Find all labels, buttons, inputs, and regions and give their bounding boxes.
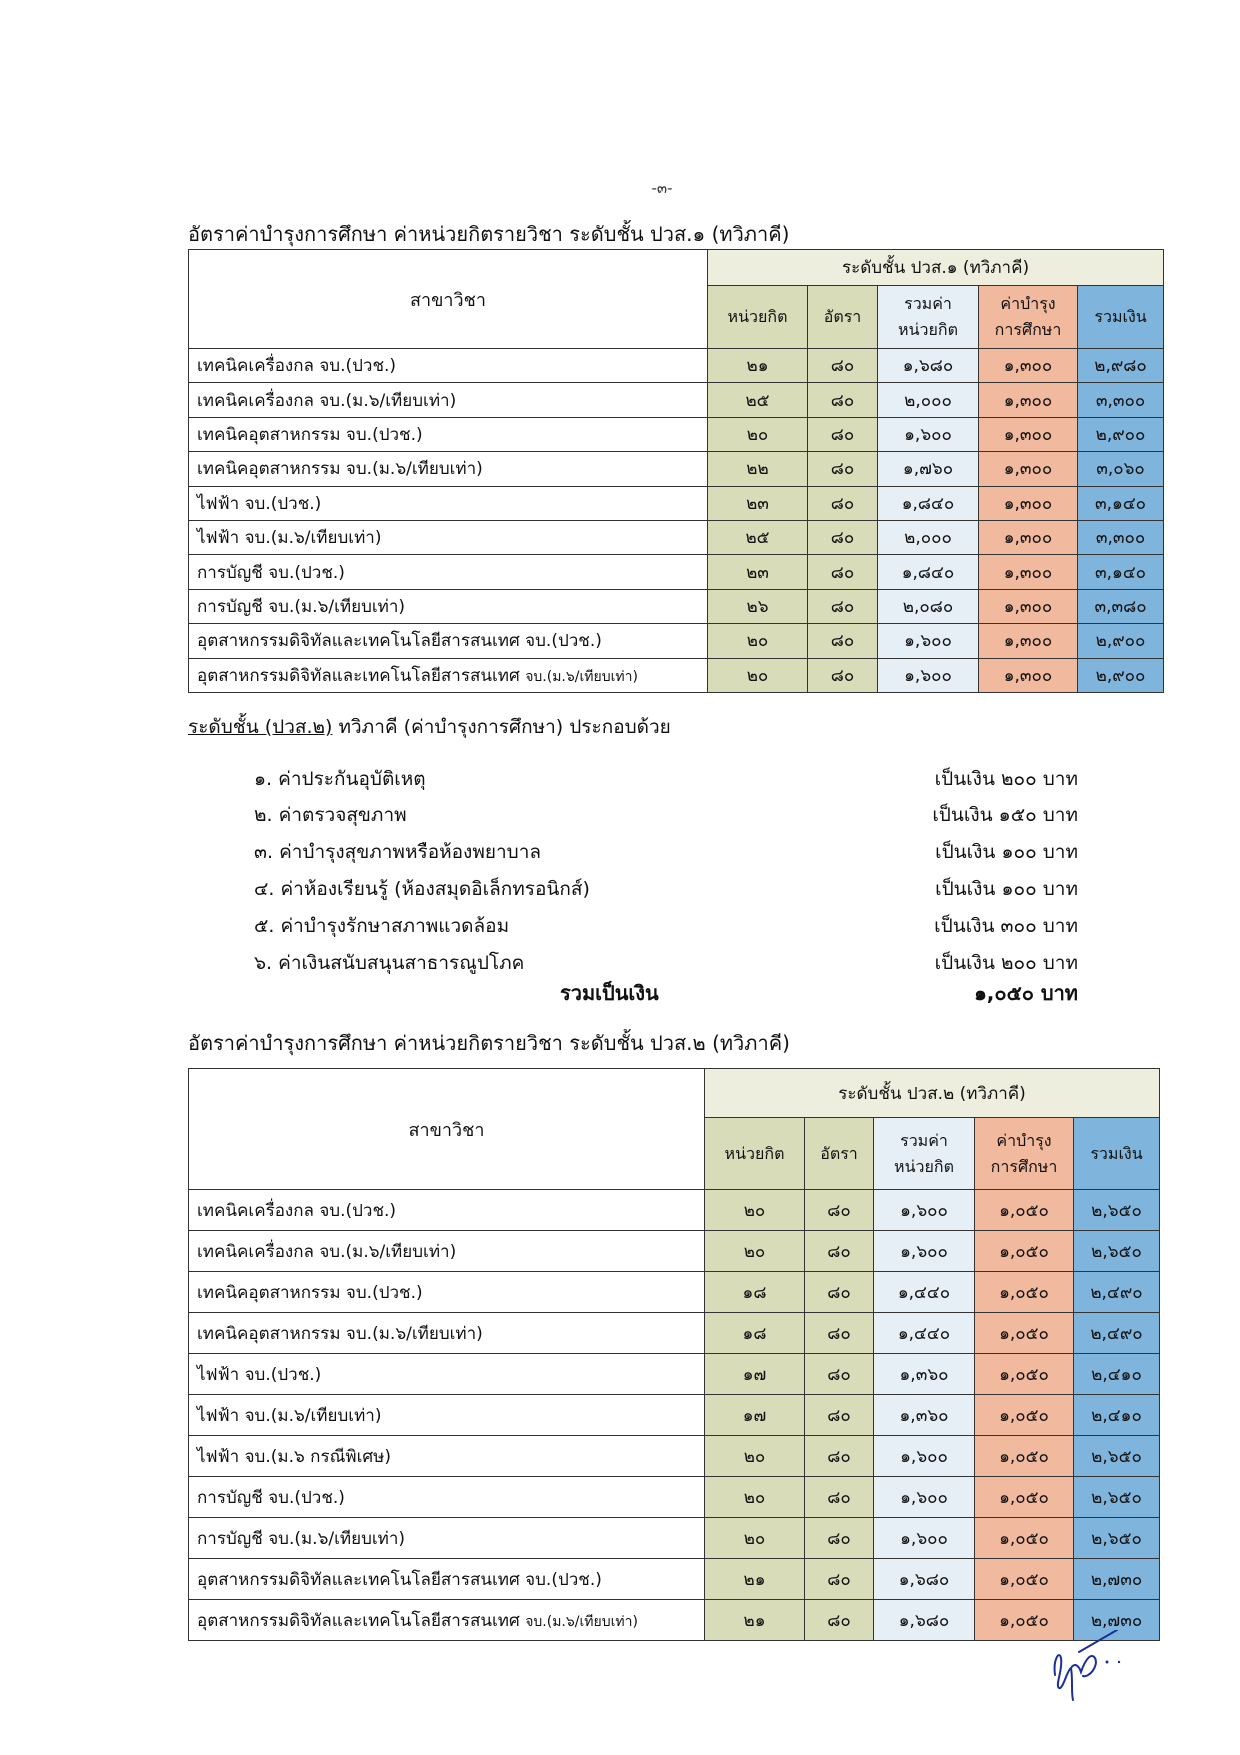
total-cell: ๒,๖๕๐: [1074, 1477, 1160, 1518]
fee-item-label: ๕. ค่าบำรุงรักษาสภาพแวดล้อม: [254, 915, 510, 937]
credits-cell: ๒๐: [708, 624, 808, 658]
rate-cell: ๘๐: [805, 1272, 874, 1313]
credits-cell: ๒๐: [708, 417, 808, 451]
total-cell: ๒,๖๕๐: [1074, 1436, 1160, 1477]
rate-cell: ๘๐: [808, 349, 878, 383]
major-cell: [189, 486, 708, 520]
credits-cell: ๑๗: [705, 1395, 805, 1436]
maintenance-cell: ๑,๓๐๐: [979, 452, 1078, 486]
table-row: [189, 1190, 1160, 1231]
fee-item-amount: เป็นเงิน ๓๐๐ บาท: [934, 915, 1078, 937]
total-cell: ๒,๔๑๐: [1074, 1354, 1160, 1395]
major-suffix: จบ.(ม.๖/เทียบเท่า): [525, 668, 638, 685]
major-header: สาขาวิชา: [189, 1069, 705, 1190]
credit-total-cell: ๑,๘๔๐: [878, 555, 979, 589]
rate-cell: ๘๐: [808, 624, 878, 658]
total-cell: ๒,๔๑๐: [1074, 1395, 1160, 1436]
rate-header: อัตรา: [805, 1118, 874, 1190]
major-name: เทคนิคเครื่องกล จบ.(ปวช.): [197, 356, 397, 377]
total-cell: ๒,๖๕๐: [1074, 1518, 1160, 1559]
maintenance-cell: ๑,๐๕๐: [975, 1313, 1074, 1354]
fee-item-amount: เป็นเงิน ๒๐๐ บาท: [934, 768, 1078, 790]
table-row: [189, 1395, 1160, 1436]
table-row: [189, 555, 1164, 589]
credit-total-cell: ๑,๖๐๐: [874, 1518, 975, 1559]
major-suffix: จบ.(ม.๖/เทียบเท่า): [525, 1613, 638, 1630]
credits-cell: ๒๐: [705, 1477, 805, 1518]
table-row: [189, 520, 1164, 554]
maintenance-cell: ๑,๓๐๐: [979, 349, 1078, 383]
maintenance-cell: ๑,๓๐๐: [979, 589, 1078, 623]
table-row: [189, 1477, 1160, 1518]
table-row: [189, 1313, 1160, 1354]
credits-cell: ๒๑: [708, 349, 808, 383]
credit-total-cell: ๑,๔๔๐: [874, 1272, 975, 1313]
credits-cell: ๒๕: [708, 520, 808, 554]
total-cell: ๓,๓๐๐: [1078, 520, 1164, 554]
total-cell: ๒,๙๘๐: [1078, 349, 1164, 383]
fees-heading: [188, 712, 671, 742]
table-row: [189, 1272, 1160, 1313]
credits-cell: ๒๒: [708, 452, 808, 486]
major-cell: [189, 1559, 705, 1600]
total-cell: ๒,๖๕๐: [1074, 1231, 1160, 1272]
total-cell: ๒,๙๐๐: [1078, 658, 1164, 692]
major-cell: [189, 520, 708, 554]
credits-cell: ๒๐: [705, 1518, 805, 1559]
maintenance-cell: ๑,๓๐๐: [979, 555, 1078, 589]
credit-total-cell: ๒,๐๐๐: [878, 383, 979, 417]
credits-header: หน่วยกิต: [705, 1118, 805, 1190]
table-row: [189, 658, 1164, 692]
total-cell: ๒,๙๐๐: [1078, 624, 1164, 658]
major-name: เทคนิคอุตสาหกรรม จบ.(ม.๖/เทียบเท่า): [197, 1323, 483, 1344]
maintenance-cell: ๑,๐๕๐: [975, 1395, 1074, 1436]
credit-total-cell: ๒,๐๐๐: [878, 520, 979, 554]
table-row: [189, 349, 1164, 383]
maintenance-cell: ๑,๐๕๐: [975, 1190, 1074, 1231]
table-row: [189, 589, 1164, 623]
credits-cell: ๒๓: [708, 555, 808, 589]
major-name: เทคนิคอุตสาหกรรม จบ.(ปวช.): [197, 424, 423, 445]
credit-total-cell: ๑,๔๔๐: [874, 1313, 975, 1354]
credit-total-header: รวมค่า หน่วยกิต: [874, 1118, 975, 1190]
total-cell: ๓,๑๔๐: [1078, 555, 1164, 589]
maintenance-cell: ๑,๓๐๐: [979, 624, 1078, 658]
fee-table-pvs1: [188, 249, 1164, 693]
table-row: [189, 1436, 1160, 1477]
table2-title: อัตราค่าบำรุงการศึกษา ค่าหน่วยกิตรายวิชา ระดับชั้น ปวส.๒ (ทวิภาคี): [188, 1031, 790, 1055]
major-cell: [189, 1231, 705, 1272]
major-name: เทคนิคเครื่องกล จบ.(ม.๖/เทียบเท่า): [197, 1241, 457, 1262]
table-row: [189, 1231, 1160, 1272]
rate-cell: ๘๐: [808, 589, 878, 623]
credit-total-cell: ๑,๘๔๐: [878, 486, 979, 520]
fees-total-label: รวมเป็นเงิน: [560, 981, 659, 1005]
major-cell: [189, 1313, 705, 1354]
major-name: ไฟฟ้า จบ.(ปวช.): [197, 1364, 322, 1385]
credit-total-cell: ๑,๖๐๐: [874, 1190, 975, 1231]
credits-cell: ๒๕: [708, 383, 808, 417]
fee-item-amount: เป็นเงิน ๒๐๐ บาท: [934, 952, 1078, 974]
total-cell: ๒,๙๐๐: [1078, 417, 1164, 451]
maintenance-cell: ๑,๓๐๐: [979, 417, 1078, 451]
maintenance-cell: ๑,๐๕๐: [975, 1354, 1074, 1395]
fee-item-label: ๑. ค่าประกันอุบัติเหตุ: [254, 768, 426, 790]
rate-cell: ๘๐: [808, 658, 878, 692]
major-name: ไฟฟ้า จบ.(ม.๖ กรณีพิเศษ): [197, 1446, 392, 1467]
rate-cell: ๘๐: [805, 1313, 874, 1354]
fee-item-amount: เป็นเงิน ๑๐๐ บาท: [935, 878, 1078, 900]
credit-total-cell: ๒,๐๘๐: [878, 589, 979, 623]
major-cell: [189, 1354, 705, 1395]
fees-heading-rest: ทวิภาคี (ค่าบำรุงการศึกษา) ประกอบด้วย: [332, 716, 671, 738]
table1-title: อัตราค่าบำรุงการศึกษา ค่าหน่วยกิตรายวิชา ระดับชั้น ปวส.๑ (ทวิภาคี): [188, 222, 790, 246]
total-cell: ๓,๓๘๐: [1078, 589, 1164, 623]
major-cell: [189, 383, 708, 417]
rate-cell: ๘๐: [805, 1559, 874, 1600]
fee-item-label: ๒. ค่าตรวจสุขภาพ: [254, 804, 407, 826]
credit-total-cell: ๑,๓๖๐: [874, 1395, 975, 1436]
major-name: การบัญชี จบ.(ปวช.): [197, 562, 345, 583]
level-span-header: ระดับชั้น ปวส.๑ (ทวิภาคี): [708, 250, 1164, 286]
major-name: ไฟฟ้า จบ.(ม.๖/เทียบเท่า): [197, 1405, 382, 1426]
credit-total-cell: ๑,๗๖๐: [878, 452, 979, 486]
total-cell: ๒,๗๓๐: [1074, 1600, 1160, 1641]
credits-cell: ๒๑: [705, 1559, 805, 1600]
major-cell: [189, 624, 708, 658]
total-cell: ๓,๑๔๐: [1078, 486, 1164, 520]
rate-cell: ๘๐: [805, 1190, 874, 1231]
major-name: ไฟฟ้า จบ.(ปวช.): [197, 493, 322, 514]
rate-cell: ๘๐: [808, 486, 878, 520]
major-cell: [189, 1436, 705, 1477]
credits-cell: ๒๓: [708, 486, 808, 520]
page-number: -๓-: [651, 179, 673, 197]
major-cell: [189, 349, 708, 383]
major-cell: [189, 658, 708, 692]
major-cell: [189, 1272, 705, 1313]
maintenance-cell: ๑,๓๐๐: [979, 486, 1078, 520]
rate-cell: ๘๐: [805, 1436, 874, 1477]
table-row: [189, 1354, 1160, 1395]
total-cell: ๒,๗๓๐: [1074, 1559, 1160, 1600]
credits-header: หน่วยกิต: [708, 286, 808, 349]
table-row: [189, 1518, 1160, 1559]
table-row: [189, 452, 1164, 486]
fee-table-pvs2: [188, 1068, 1160, 1641]
fee-item-amount: เป็นเงิน ๑๕๐ บาท: [932, 804, 1078, 826]
fees-heading-level: ระดับชั้น (ปวส.๒): [188, 716, 333, 738]
rate-cell: ๘๐: [808, 520, 878, 554]
maintenance-cell: ๑,๐๕๐: [975, 1559, 1074, 1600]
fee-item-label: ๔. ค่าห้องเรียนรู้ (ห้องสมุดอิเล็กทรอนิกส์): [254, 878, 590, 900]
credits-cell: ๒๑: [705, 1600, 805, 1641]
major-name: การบัญชี จบ.(ปวช.): [197, 1487, 345, 1508]
total-header: รวมเงิน: [1078, 286, 1164, 349]
major-name: การบัญชี จบ.(ม.๖/เทียบเท่า): [197, 1528, 406, 1549]
total-header: รวมเงิน: [1074, 1118, 1160, 1190]
major-name: เทคนิคอุตสาหกรรม จบ.(ปวช.): [197, 1282, 423, 1303]
rate-cell: ๘๐: [805, 1354, 874, 1395]
rate-cell: ๘๐: [805, 1518, 874, 1559]
major-name: อุตสาหกรรมดิจิทัลและเทคโนโลยีสารสนเทศ: [197, 1610, 526, 1631]
credits-cell: ๑๗: [705, 1354, 805, 1395]
major-cell: [189, 1600, 705, 1641]
rate-cell: ๘๐: [808, 452, 878, 486]
maintenance-cell: ๑,๐๕๐: [975, 1231, 1074, 1272]
major-header: สาขาวิชา: [189, 250, 708, 349]
total-cell: ๒,๖๕๐: [1074, 1190, 1160, 1231]
major-cell: [189, 1518, 705, 1559]
rate-cell: ๘๐: [805, 1395, 874, 1436]
major-name: การบัญชี จบ.(ม.๖/เทียบเท่า): [197, 596, 406, 617]
major-name: อุตสาหกรรมดิจิทัลและเทคโนโลยีสารสนเทศ: [197, 665, 526, 686]
rate-cell: ๘๐: [805, 1600, 874, 1641]
rate-cell: ๘๐: [805, 1231, 874, 1272]
credit-total-cell: ๑,๖๐๐: [874, 1477, 975, 1518]
maintenance-cell: ๑,๐๕๐: [975, 1436, 1074, 1477]
rate-cell: ๘๐: [808, 555, 878, 589]
rate-cell: ๘๐: [808, 383, 878, 417]
credit-total-cell: ๑,๖๘๐: [874, 1559, 975, 1600]
credit-total-cell: ๑,๖๐๐: [874, 1436, 975, 1477]
credits-cell: ๒๐: [708, 658, 808, 692]
major-cell: [189, 555, 708, 589]
credit-total-cell: ๑,๖๐๐: [878, 624, 979, 658]
major-cell: [189, 1395, 705, 1436]
table-row: [189, 1600, 1160, 1641]
rate-cell: ๘๐: [808, 417, 878, 451]
major-cell: [189, 1190, 705, 1231]
credit-total-header: รวมค่า หน่วยกิต: [878, 286, 979, 349]
credit-total-cell: ๑,๖๘๐: [878, 349, 979, 383]
rate-cell: ๘๐: [805, 1477, 874, 1518]
credits-cell: ๑๘: [705, 1313, 805, 1354]
table-row: [189, 486, 1164, 520]
major-name: เทคนิคอุตสาหกรรม จบ.(ม.๖/เทียบเท่า): [197, 459, 483, 480]
credit-total-cell: ๑,๖๘๐: [874, 1600, 975, 1641]
table-row: [189, 1559, 1160, 1600]
maintenance-cell: ๑,๐๕๐: [975, 1600, 1074, 1641]
total-cell: ๒,๔๙๐: [1074, 1313, 1160, 1354]
maintenance-cell: ๑,๓๐๐: [979, 520, 1078, 554]
total-cell: ๓,๓๐๐: [1078, 383, 1164, 417]
fees-total-amount: ๑,๐๕๐ บาท: [974, 981, 1078, 1005]
major-name: อุตสาหกรรมดิจิทัลและเทคโนโลยีสารสนเทศ จบ.(ปวช.): [197, 1569, 602, 1590]
major-name: เทคนิคเครื่องกล จบ.(ปวช.): [197, 1200, 397, 1221]
credit-total-cell: ๑,๖๐๐: [878, 658, 979, 692]
fee-item-amount: เป็นเงิน ๑๐๐ บาท: [935, 841, 1078, 863]
maintenance-header: ค่าบำรุง การศึกษา: [979, 286, 1078, 349]
credits-cell: ๒๐: [705, 1190, 805, 1231]
credits-cell: ๒๐: [705, 1436, 805, 1477]
maintenance-cell: ๑,๐๕๐: [975, 1477, 1074, 1518]
major-cell: [189, 417, 708, 451]
major-cell: [189, 452, 708, 486]
maintenance-header: ค่าบำรุง การศึกษา: [975, 1118, 1074, 1190]
table-row: [189, 417, 1164, 451]
credits-cell: ๒๐: [705, 1231, 805, 1272]
major-cell: [189, 1477, 705, 1518]
maintenance-cell: ๑,๓๐๐: [979, 383, 1078, 417]
fee-item-label: ๓. ค่าบำรุงสุขภาพหรือห้องพยาบาล: [254, 841, 542, 863]
maintenance-cell: ๑,๓๐๐: [979, 658, 1078, 692]
signature-icon: [1045, 1630, 1135, 1705]
major-name: เทคนิคเครื่องกล จบ.(ม.๖/เทียบเท่า): [197, 390, 457, 411]
fee-item-label: ๖. ค่าเงินสนับสนุนสาธารณูปโภค: [254, 952, 525, 974]
maintenance-cell: ๑,๐๕๐: [975, 1272, 1074, 1313]
total-cell: ๓,๐๖๐: [1078, 452, 1164, 486]
total-cell: ๒,๔๙๐: [1074, 1272, 1160, 1313]
credit-total-cell: ๑,๓๖๐: [874, 1354, 975, 1395]
level-span-header: ระดับชั้น ปวส.๒ (ทวิภาคี): [705, 1069, 1160, 1118]
table-row: [189, 624, 1164, 658]
credit-total-cell: ๑,๖๐๐: [874, 1231, 975, 1272]
major-name: ไฟฟ้า จบ.(ม.๖/เทียบเท่า): [197, 528, 382, 549]
credits-cell: ๒๖: [708, 589, 808, 623]
credit-total-cell: ๑,๖๐๐: [878, 417, 979, 451]
major-cell: [189, 589, 708, 623]
table-row: [189, 383, 1164, 417]
major-name: อุตสาหกรรมดิจิทัลและเทคโนโลยีสารสนเทศ จบ.(ปวช.): [197, 631, 602, 652]
credits-cell: ๑๘: [705, 1272, 805, 1313]
maintenance-cell: ๑,๐๕๐: [975, 1518, 1074, 1559]
rate-header: อัตรา: [808, 286, 878, 349]
